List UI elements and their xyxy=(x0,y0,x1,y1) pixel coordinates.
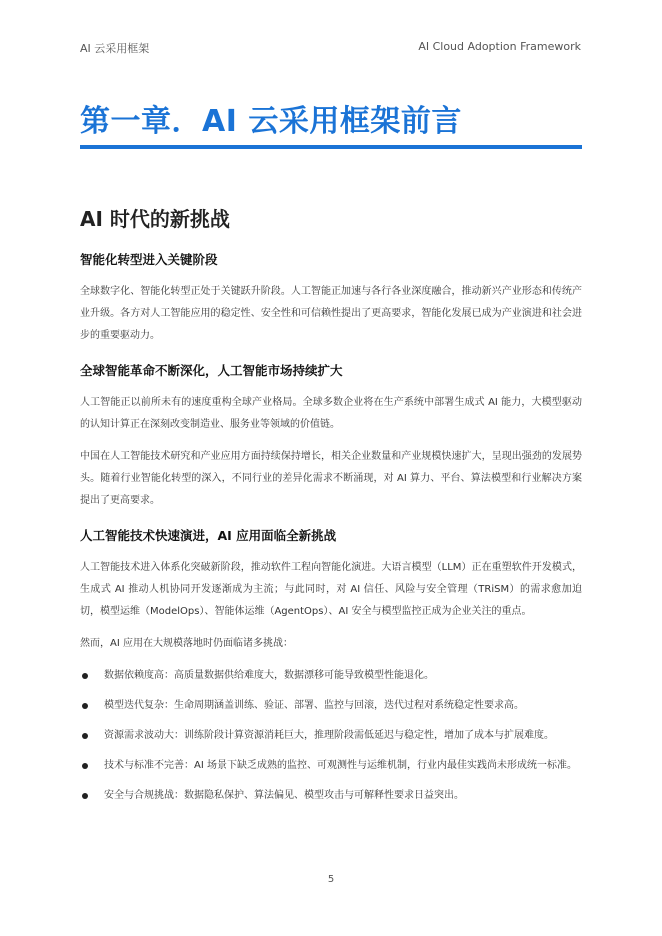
list-item-text: 模型迭代复杂：生命周期涵盖训练、验证、部署、监控与回滚，迭代过程对系统稳定性要求高。 xyxy=(104,700,524,711)
main-content xyxy=(80,203,582,815)
header-doc-title: AI 云采用框架 xyxy=(80,42,150,55)
list-item xyxy=(80,785,582,807)
subsection-heading: 智能化转型进入关键阶段 xyxy=(80,252,218,267)
paragraph: 人工智能技术进入体系化突破新阶段，推动软件工程向智能化演进。大语言模型（LLM）正在重塑软件开发模式，生成式 AI 推动人机协同开发逐渐成为主流；与此同时，对 AI 信任、风险与安全管理（TRiSM）的需求愈加迫切，模型运维（ModelOps）、智能体运维（AgentOps）、AI 安全与模型监控正成为企业关注的重点。 xyxy=(80,562,582,617)
list-item xyxy=(80,725,582,747)
subsection-heading: 全球智能革命不断深化，人工智能市场持续扩大 xyxy=(80,363,343,378)
bullet-icon xyxy=(82,673,88,679)
paragraph: 然而，AI 应用在大规模落地时仍面临诸多挑战： xyxy=(80,638,293,649)
chapter-title: 第一章．AI 云采用框架前言 xyxy=(80,104,462,139)
bullet-icon xyxy=(82,733,88,739)
page-header xyxy=(80,40,581,56)
bullet-icon xyxy=(82,793,88,799)
list-item-text: 数据依赖度高：高质量数据供给难度大，数据漂移可能导致模型性能退化。 xyxy=(104,670,434,681)
bullet-icon xyxy=(82,763,88,769)
paragraph: 中国在人工智能技术研究和产业应用方面持续保持增长，相关企业数量和产业规模快速扩大，呈现出强劲的发展势头。随着行业智能化转型的深入，不同行业的差异化需求不断涌现，对 AI 算力、平台、算法模型和行业解决方案提出了更高要求。 xyxy=(80,451,582,506)
list-item-text: 技术与标准不完善：AI 场景下缺乏成熟的监控、可观测性与运维机制，行业内最佳实践尚未形成统一标准。 xyxy=(104,760,577,771)
paragraph: 全球数字化、智能化转型正处于关键跃升阶段。人工智能正加速与各行各业深度融合，推动新兴产业形态和传统产业升级。各方对人工智能应用的稳定性、安全性和可信赖性提出了更高要求，智能化发展已成为产业演进和社会进步的重要驱动力。 xyxy=(80,286,582,341)
list-item xyxy=(80,665,582,687)
list-item-text: 资源需求波动大：训练阶段计算资源消耗巨大，推理阶段需低延迟与稳定性，增加了成本与扩展难度。 xyxy=(104,730,554,741)
list-item xyxy=(80,695,582,717)
header-doc-title-en: AI Cloud Adoption Framework xyxy=(418,40,581,53)
list-item xyxy=(80,755,582,777)
title-underline xyxy=(80,145,582,149)
bullet-icon xyxy=(82,703,88,709)
section-title: AI 时代的新挑战 xyxy=(80,207,230,231)
challenge-list xyxy=(80,665,582,807)
paragraph: 人工智能正以前所未有的速度重构全球产业格局。全球多数企业将在生产系统中部署生成式 AI 能力，大模型驱动的认知计算正在深刻改变制造业、服务业等领域的价值链。 xyxy=(80,397,582,430)
page-number: 5 xyxy=(327,874,335,885)
subsection-heading: 人工智能技术快速演进，AI 应用面临全新挑战 xyxy=(80,528,337,543)
list-item-text: 安全与合规挑战：数据隐私保护、算法偏见、模型攻击与可解释性要求日益突出。 xyxy=(104,790,464,801)
